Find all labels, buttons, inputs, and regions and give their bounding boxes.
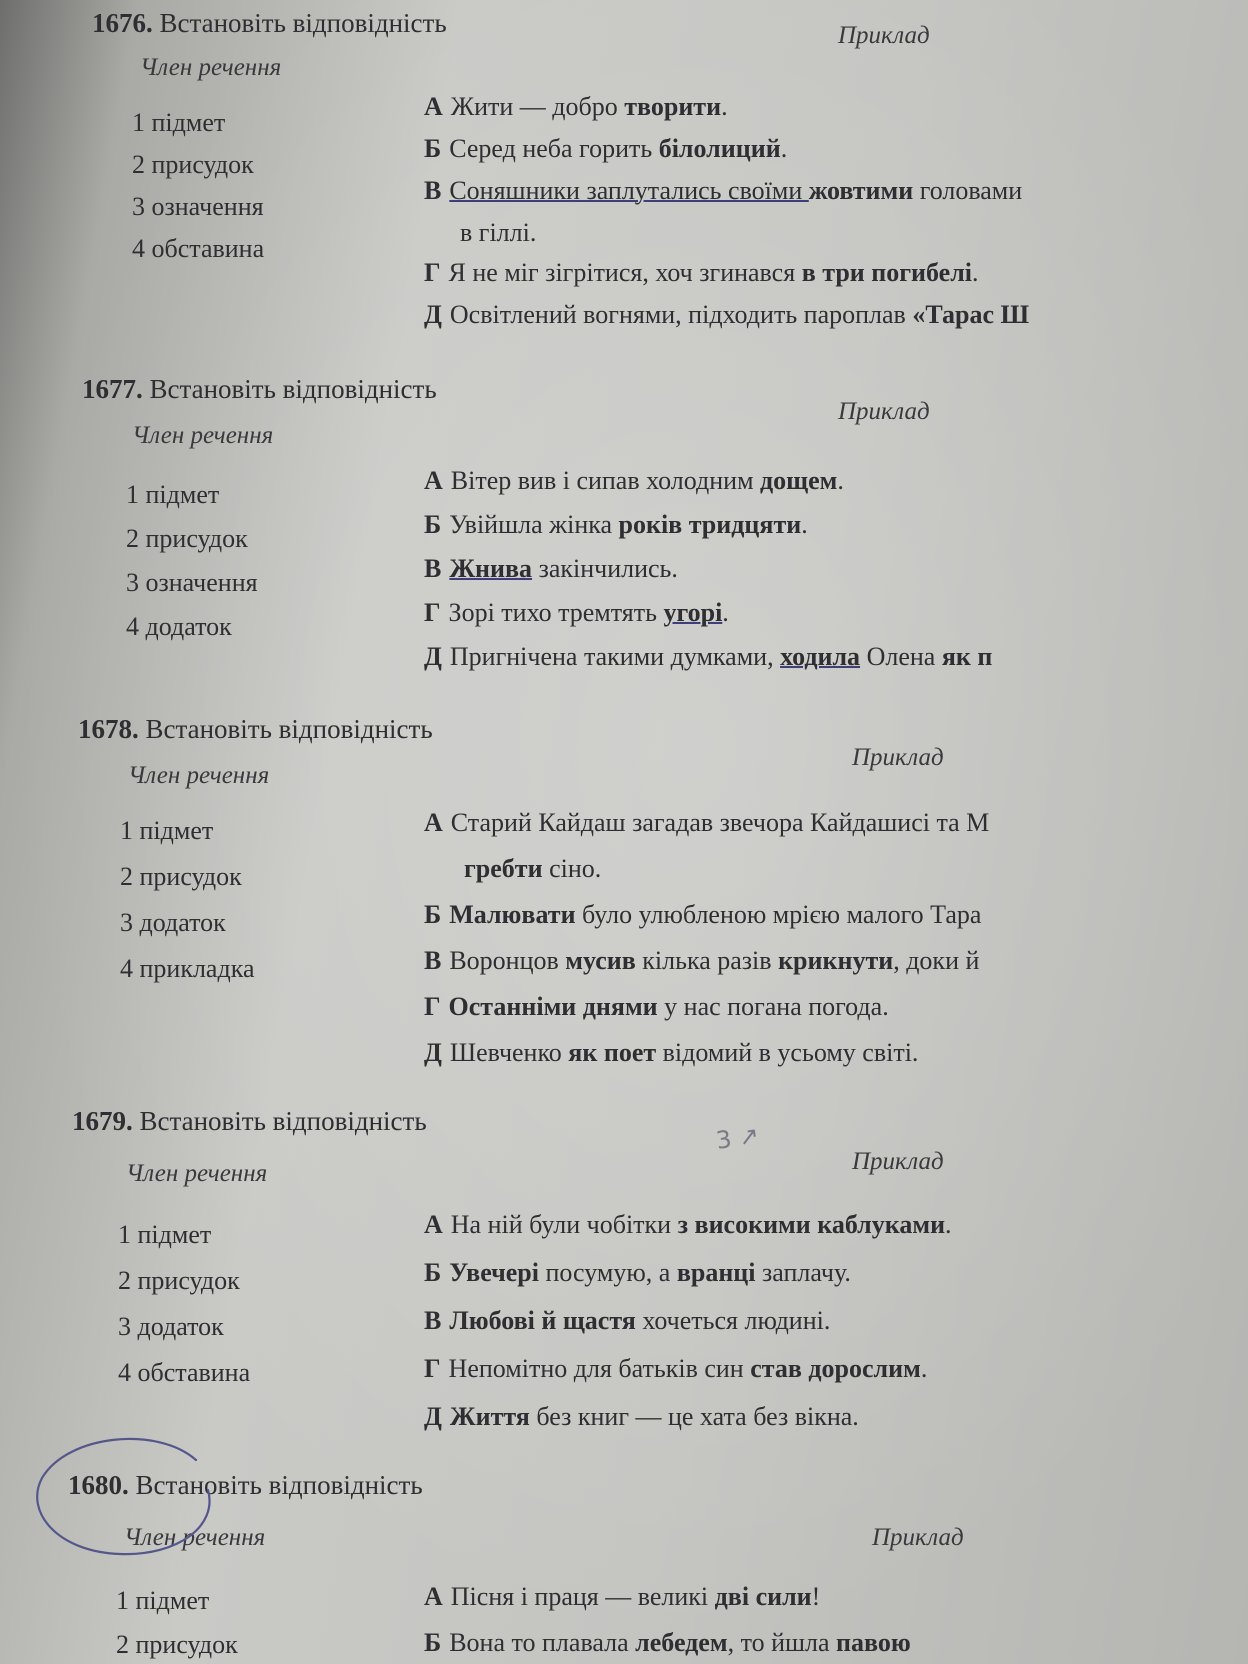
option-item — [424, 510, 808, 540]
option-highlight: в три погибелі — [801, 258, 973, 287]
term-item: 1 підмет — [126, 480, 220, 509]
option-text: На ній були чобітки — [450, 1210, 678, 1239]
exercise-title — [68, 1470, 423, 1501]
option-text: відомий в усьому світі. — [656, 1038, 919, 1067]
option-text: в гіллі. — [460, 218, 537, 247]
option-item — [424, 1354, 927, 1384]
option-letter: В — [424, 1306, 442, 1335]
option-letter: Б — [424, 1628, 442, 1657]
option-text: Я не міг зігрітися, хоч згинався — [448, 258, 802, 287]
term-item: 4 прикладка — [120, 954, 255, 983]
option-item — [424, 1306, 830, 1336]
term-item: 4 обставина — [132, 234, 265, 263]
option-item — [460, 218, 536, 248]
option-text: головами — [913, 176, 1023, 205]
option-item — [424, 1582, 820, 1612]
exercise-instruction: Встановіть відповідність — [149, 374, 437, 404]
option-item — [424, 92, 728, 122]
option-text: сіно. — [542, 854, 602, 883]
option-highlight: Любові й щастя — [449, 1306, 636, 1335]
option-text: посумую, а — [538, 1258, 677, 1287]
left-column-header: Член речення — [132, 422, 274, 449]
option-item — [424, 1210, 952, 1240]
right-column-header: Приклад — [838, 22, 930, 49]
right-column-header: Приклад — [852, 744, 944, 771]
option-highlight: як п — [941, 642, 993, 671]
exercise-instruction: Встановіть відповідність — [135, 1470, 423, 1500]
option-text: . — [837, 466, 844, 495]
option-item — [464, 854, 601, 884]
option-highlight: мусив — [565, 946, 636, 975]
option-highlight: «Тарас Ш — [912, 300, 1030, 329]
exercise-instruction: Встановіть відповідність — [139, 1106, 427, 1136]
right-column-header: Приклад — [838, 398, 930, 425]
option-item — [424, 258, 979, 288]
term-item: 1 підмет — [132, 108, 226, 137]
term-item: 1 підмет — [116, 1586, 210, 1615]
exercise-1680 — [0, 1464, 1248, 1664]
option-text: Пригнічена такими думками, — [449, 642, 781, 671]
option-highlight: як поет — [568, 1038, 657, 1067]
exercise-1679 — [0, 1102, 1248, 1462]
option-item — [424, 1258, 851, 1288]
option-letter: В — [424, 554, 442, 583]
right-column-header: Приклад — [852, 1148, 944, 1175]
option-text: Олена — [860, 642, 942, 671]
term-item: 2 присудок — [120, 862, 242, 891]
option-highlight: Жнива — [449, 554, 533, 583]
option-highlight: угорі — [663, 598, 723, 627]
option-text: . — [945, 1210, 952, 1239]
exercise-number: 1676. — [92, 8, 153, 38]
option-text: Соняшники заплутались своїми — [449, 176, 809, 205]
exercise-number: 1677. — [82, 374, 143, 404]
option-highlight: вранці — [676, 1258, 756, 1287]
option-item — [424, 554, 678, 584]
option-item — [424, 1038, 918, 1068]
exercise-1676 — [0, 0, 1248, 360]
option-highlight: крикнути — [778, 946, 894, 975]
option-text: Пісня і праця — великі — [450, 1582, 715, 1611]
option-letter: Г — [424, 992, 441, 1021]
option-text: Воронцов — [449, 946, 566, 975]
option-text: Вітер вив і сипав холодним — [450, 466, 761, 495]
left-column-header: Член речення — [140, 54, 282, 81]
term-item: 2 присудок — [116, 1630, 238, 1659]
term-item: 4 обставина — [118, 1358, 251, 1387]
exercise-title — [72, 1106, 427, 1137]
option-letter: Б — [424, 1258, 442, 1287]
option-highlight: став дорослим — [750, 1354, 921, 1383]
option-highlight: дві сили — [714, 1582, 812, 1611]
option-text: . — [801, 510, 808, 539]
option-item — [424, 598, 729, 628]
option-item — [424, 466, 844, 496]
option-letter: Б — [424, 510, 442, 539]
option-highlight: павою — [836, 1628, 911, 1657]
option-letter: Д — [424, 1038, 442, 1067]
option-text: Серед неба горить — [449, 134, 659, 163]
left-column-header: Член речення — [124, 1524, 266, 1551]
term-item: 1 підмет — [118, 1220, 212, 1249]
option-highlight: ходила — [780, 642, 861, 671]
option-text: Непомітно для батьків син — [448, 1354, 751, 1383]
option-text: хочеться людині. — [635, 1306, 831, 1335]
option-text: . — [972, 258, 979, 287]
term-item: 2 присудок — [132, 150, 254, 179]
option-highlight: Життя — [449, 1402, 530, 1431]
option-text: . — [722, 598, 729, 627]
term-item: 1 підмет — [120, 816, 214, 845]
term-item: 3 означення — [126, 568, 258, 597]
option-letter: В — [424, 946, 442, 975]
option-letter: Б — [424, 900, 442, 929]
option-highlight: з високими каблуками — [677, 1210, 946, 1239]
option-text: , доки й — [893, 946, 980, 975]
exercise-instruction: Встановіть відповідність — [145, 714, 433, 744]
option-text: закінчились. — [532, 554, 678, 583]
option-item — [424, 1402, 859, 1432]
option-item — [424, 992, 889, 1022]
right-column-header: Приклад — [872, 1524, 964, 1551]
option-highlight: білолиций — [658, 134, 781, 163]
option-text: , то йшла — [727, 1628, 837, 1657]
option-item — [424, 808, 989, 838]
option-letter: Г — [424, 598, 441, 627]
option-letter: А — [424, 1210, 443, 1239]
handwritten-note: 3 ↗ — [714, 1121, 761, 1155]
option-text: Увійшла жінка — [449, 510, 619, 539]
option-text: Жити — добро — [450, 92, 625, 121]
option-letter: Г — [424, 1354, 441, 1383]
option-text: . — [721, 92, 728, 121]
option-text: Шевченко — [449, 1038, 569, 1067]
option-highlight: жовтими — [808, 176, 914, 205]
exercise-title — [78, 714, 433, 745]
option-letter: А — [424, 92, 443, 121]
term-item: 3 означення — [132, 192, 264, 221]
option-text: . — [920, 1354, 928, 1383]
exercise-title — [82, 374, 437, 405]
option-letter: Г — [424, 258, 441, 287]
option-text: було улюбленою мрією малого Тара — [575, 900, 982, 929]
term-item: 3 додаток — [118, 1312, 224, 1341]
option-text: заплачу. — [755, 1258, 851, 1287]
option-highlight: Малювати — [449, 900, 576, 929]
option-text: Освітлений вогнями, підходить пароплав — [449, 300, 913, 329]
exercise-number: 1680. — [68, 1470, 129, 1500]
option-letter: Б — [424, 134, 442, 163]
option-item — [424, 300, 1029, 330]
option-highlight: творити — [624, 92, 722, 121]
option-item — [424, 176, 1022, 206]
option-letter: А — [424, 808, 443, 837]
option-letter: В — [424, 176, 442, 205]
option-text: Вона то плавала — [449, 1628, 636, 1657]
option-item — [424, 134, 787, 164]
option-item — [424, 900, 981, 930]
exercise-1677 — [0, 370, 1248, 730]
option-highlight: років тридцяти — [618, 510, 802, 539]
option-item — [424, 1628, 911, 1658]
exercise-title — [92, 8, 447, 39]
option-text: кілька разів — [635, 946, 779, 975]
option-highlight: лебедем — [635, 1628, 728, 1657]
option-text: Старий Кайдаш загадав звечора Кайдашисі та М — [450, 808, 990, 837]
option-text: . — [780, 134, 788, 163]
exercise-number: 1679. — [72, 1106, 133, 1136]
left-column-header: Член речення — [126, 1160, 268, 1187]
option-highlight: дощем — [760, 466, 838, 495]
option-highlight: Увечері — [449, 1258, 539, 1287]
term-item: 3 додаток — [120, 908, 226, 937]
exercise-1678 — [0, 710, 1248, 1070]
left-column-header: Член речення — [128, 762, 270, 789]
option-highlight: Останніми днями — [448, 992, 658, 1021]
option-text: без книг — це хата без вікна. — [529, 1402, 859, 1431]
option-letter: Д — [424, 1402, 442, 1431]
exercise-number: 1678. — [78, 714, 139, 744]
option-text: у нас погана погода. — [657, 992, 889, 1021]
exercise-instruction: Встановіть відповідність — [159, 8, 447, 38]
option-letter: А — [424, 466, 443, 495]
term-item: 2 присудок — [118, 1266, 240, 1295]
option-text: ! — [811, 1582, 821, 1611]
option-item — [424, 946, 979, 976]
option-letter: А — [424, 1582, 443, 1611]
term-item: 4 додаток — [126, 612, 232, 641]
option-letter: Д — [424, 300, 442, 329]
option-text: Зорі тихо тремтять — [448, 598, 664, 627]
option-item — [424, 642, 992, 672]
option-highlight: гребти — [464, 854, 543, 883]
option-letter: Д — [424, 642, 442, 671]
term-item: 2 присудок — [126, 524, 248, 553]
